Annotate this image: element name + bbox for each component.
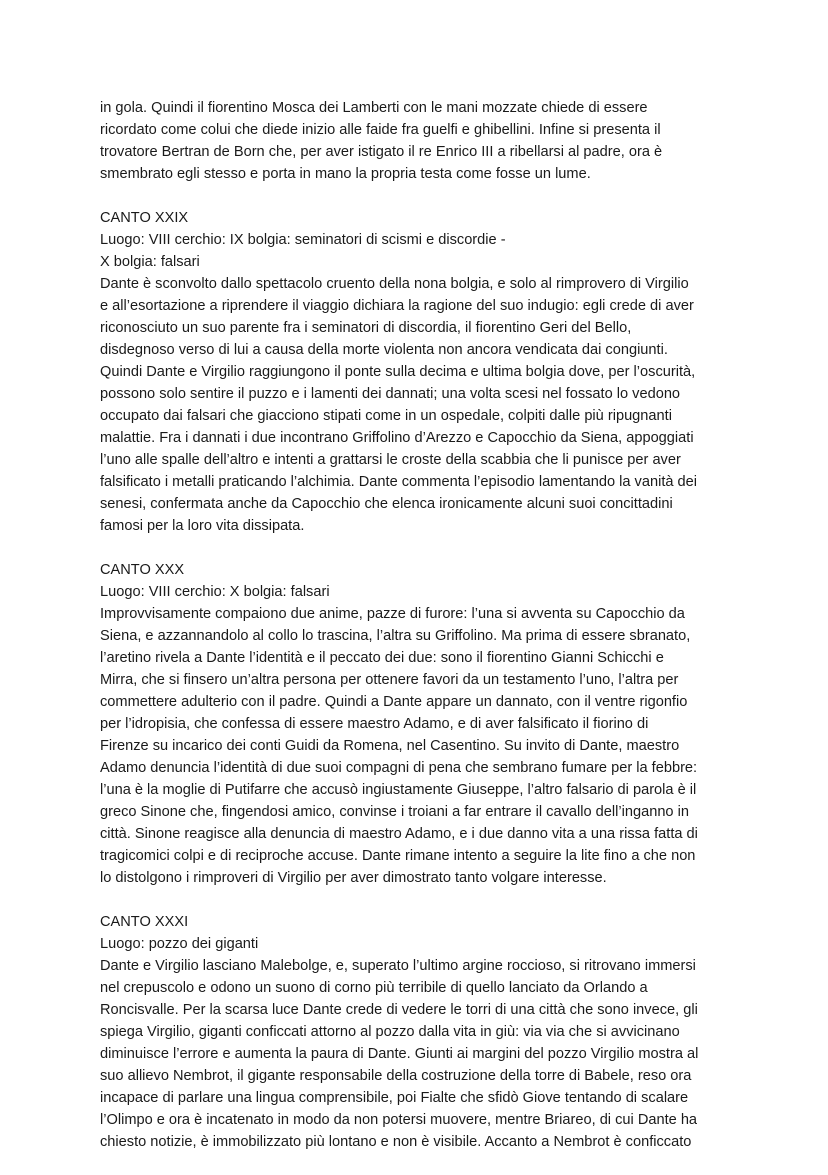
text-line: Roncisvalle. Per la scarsa luce Dante crede di vedere le torri di una città che sono invece, gli [100, 1002, 698, 1018]
text-line: Firenze su incarico dei conti Guidi da Romena, nel Casentino. Su invito di Dante, maestro [100, 738, 680, 754]
text-line: Improvvisamente compaiono due anime, pazze di furore: l’una si avventa su Capocchio da [100, 606, 685, 622]
canto-heading: CANTO XXX [100, 562, 185, 578]
text-line: riconosciuto un suo parente fra i seminatori di discordia, il fiorentino Geri del Bello, [100, 320, 632, 336]
text-line: possono solo sentire il puzzo e i lamenti dei dannati; una volta scesi nel fossato lo vedono [100, 386, 681, 402]
text-line: falsificato i metalli praticando l’alchimia. Dante commenta l’episodio lamentando la vanità dei [100, 474, 698, 490]
text-line: città. Sinone reagisce alla denuncia di maestro Adamo, e i due danno vita a una rissa fatta di [100, 826, 698, 842]
text-line: greco Sinone che, fingendosi amico, convinse i troiani a far entrare il cavallo dell’inganno in [100, 804, 689, 820]
document-page [100, 97, 740, 1175]
text-line: occupato dai falsari che giacciono stipati come in un ospedale, colpiti dalle più ripugnanti [100, 408, 672, 424]
text-line: disdegnoso verso di lui a causa della morte violenta non ancora vendicata dai congiunti. [100, 342, 668, 358]
intro-paragraph [100, 97, 740, 185]
text-line: tragicomici colpi e di reciproche accuse. Dante rimane intento a seguire la lite fino a che non [100, 848, 696, 864]
text-line: e all’esortazione a riprendere il viaggio dichiara la ragione del suo indugio: egli crede di aver [100, 298, 694, 314]
text-line: l’uno alle spalle dell’altro e intenti a grattarsi le croste della scabbia che li punisce per aver [100, 452, 681, 468]
canto-section-xxxi [100, 911, 740, 1153]
text-line: trovatore Bertran de Born che, per aver istigato il re Enrico III a ribellarsi al padre, ora è [100, 144, 663, 160]
canto-heading: CANTO XXIX [100, 210, 189, 226]
text-line: malattie. Fra i dannati i due incontrano Griffolino d’Arezzo e Capocchio da Siena, appoggiati [100, 430, 694, 446]
text-line: Adamo denuncia l’identità di due suoi compagni di pena che sembrano fumare per la febbre: [100, 760, 698, 776]
text-line: Luogo: VIII cerchio: IX bolgia: seminatori di scismi e discordie - [100, 232, 506, 248]
text-line: Siena, e azzannandolo al collo lo trascina, l’altra su Griffolino. Ma prima di essere sbranato, [100, 628, 691, 644]
text-line: ricordato come colui che diede inizio alle faide fra guelfi e ghibellini. Infine si presenta il [100, 122, 661, 138]
text-line: suo allievo Nembrot, il gigante responsabile della costruzione della torre di Babele, reso ora [100, 1068, 692, 1084]
text-line: chiesto notizie, è immobilizzato più lontano e non è visibile. Accanto a Nembrot è conficcato [100, 1134, 692, 1150]
text-line: l’aretino rivela a Dante l’identità e il peccato dei due: sono il fiorentino Gianni Schicchi e [100, 650, 664, 666]
text-line: diminuisce l’errore e aumenta la paura di Dante. Giunti ai margini del pozzo Virgilio mostra al [100, 1046, 699, 1062]
text-line: Dante è sconvolto dallo spettacolo cruento della nona bolgia, e solo al rimprovero di Virgilio [100, 276, 689, 292]
text-line: per l’idropisia, che confessa di essere maestro Adamo, e di aver falsificato il fiorino di [100, 716, 649, 732]
text-line: Dante e Virgilio lasciano Malebolge, e, superato l’ultimo argine roccioso, si ritrovano immersi [100, 958, 696, 974]
text-line: Quindi Dante e Virgilio raggiungono il ponte sulla decima e ultima bolgia dove, per l’oscurità, [100, 364, 696, 380]
text-line: l’una è la moglie di Putifarre che accusò ingiustamente Giuseppe, l’altro falsario di parola è il [100, 782, 697, 798]
text-line: smembrato egli stesso e porta in mano la propria testa come fosse un lume. [100, 166, 591, 182]
text-line: Mirra, che si finsero un’altra persona per ottenere favori da un testamento l’uno, l’altra per [100, 672, 679, 688]
text-line: Luogo: VIII cerchio: X bolgia: falsari [100, 584, 330, 600]
text-line: commettere adulterio con il padre. Quindi a Dante appare un dannato, con il ventre rigonfio [100, 694, 688, 710]
text-line: incapace di parlare una lingua comprensibile, poi Fialte che sfidò Giove tentando di scalare [100, 1090, 689, 1106]
text-line: senesi, confermata anche da Capocchio che elenca ironicamente alcuni suoi concittadini [100, 496, 673, 512]
canto-section-xxix [100, 207, 740, 537]
text-line: l’Olimpo e ora è incatenato in modo da non potersi muovere, mentre Briareo, di cui Dante ha [100, 1112, 698, 1128]
canto-section-xxx [100, 559, 740, 889]
text-line: nel crepuscolo e odono un suono di corno più terribile di quello lanciato da Orlando a [100, 980, 648, 996]
text-line: famosi per la loro vita dissipata. [100, 518, 305, 534]
text-line: spiega Virgilio, giganti conficcati attorno al pozzo dalla vita in giù: via via che si avvicinano [100, 1024, 680, 1040]
text-line: in gola. Quindi il fiorentino Mosca dei Lamberti con le mani mozzate chiede di essere [100, 100, 648, 116]
text-line: lo distolgono i rimproveri di Virgilio per aver dimostrato tanto volgare interesse. [100, 870, 607, 886]
text-line: X bolgia: falsari [100, 254, 200, 270]
text-line: Luogo: pozzo dei giganti [100, 936, 259, 952]
canto-heading: CANTO XXXI [100, 914, 189, 930]
